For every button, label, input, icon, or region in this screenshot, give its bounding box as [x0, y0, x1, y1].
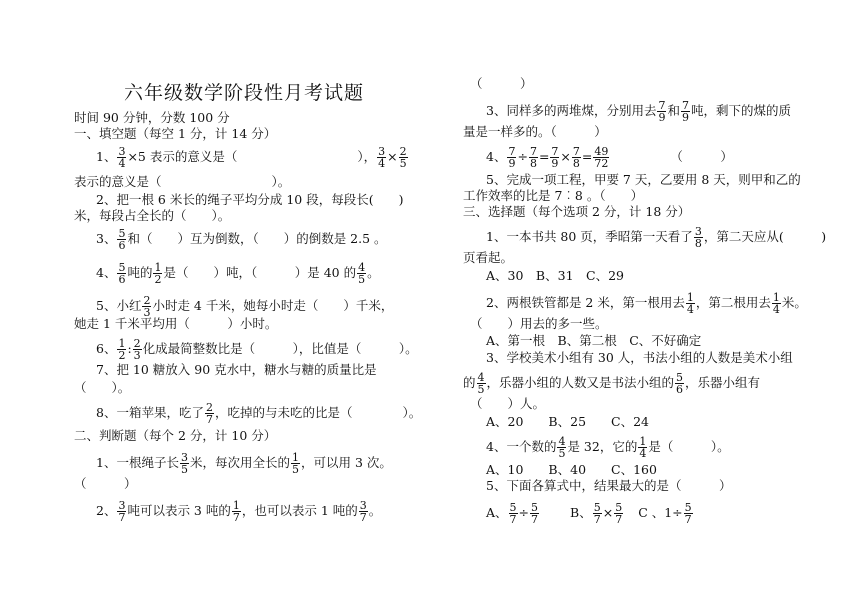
text: 和（ ）互为倒数，（ ）的倒数是 2.5 。: [127, 231, 387, 246]
fill-q3: [96, 228, 387, 251]
denominator: 4: [686, 303, 694, 316]
text: 。: [367, 265, 380, 280]
fill-q1-cont: [74, 174, 290, 190]
choice-q1: [486, 226, 826, 249]
fraction: [153, 262, 162, 285]
denominator: 7: [205, 413, 213, 426]
option-a-label: A、: [486, 505, 508, 520]
text: 1、: [96, 149, 117, 164]
numerator: 5: [509, 501, 517, 514]
denominator: 6: [676, 383, 684, 396]
numerator: 1: [154, 261, 162, 274]
text: 吨的: [127, 265, 153, 280]
text: =: [581, 149, 593, 164]
denominator: 7: [684, 513, 692, 526]
numerator: 1: [772, 291, 780, 304]
text: 2、: [96, 503, 117, 518]
choice-q2: [486, 292, 807, 315]
choice-q5-options: [486, 502, 694, 525]
text: 1、一本书共 80 页，季昭第一天看了: [486, 229, 693, 244]
fraction: [377, 146, 386, 169]
denominator: 3: [143, 306, 151, 319]
denominator: 5: [558, 447, 566, 460]
text: ÷: [518, 505, 530, 520]
numerator: 1: [118, 337, 126, 350]
text: 5、小红: [96, 298, 142, 313]
text: ，吃掉的与未吃的比是（ ）。: [214, 405, 422, 420]
text: 4、: [96, 265, 117, 280]
numerator: 5: [593, 501, 601, 514]
choice-q2-options: A、第一根 B、第二根 C、不好确定: [486, 333, 702, 348]
text: ，可以用 3 次。: [300, 455, 392, 470]
fraction: [772, 292, 781, 315]
numerator: 5: [615, 501, 623, 514]
denominator: 9: [681, 111, 689, 124]
fraction: [477, 372, 486, 395]
denominator: 2: [154, 273, 162, 286]
fraction: [205, 402, 214, 425]
option-b-label: B、: [570, 505, 592, 520]
numerator: 5: [531, 501, 539, 514]
choice-q3-options: A、20 B、25 C、24: [486, 414, 649, 429]
numerator: 7: [551, 145, 559, 158]
choice-q4: [486, 436, 730, 459]
numerator: 3: [378, 145, 386, 158]
numerator: 7: [658, 99, 666, 112]
text: ，乐器小组有: [685, 375, 761, 390]
numerator: 5: [118, 227, 126, 240]
fraction: [593, 146, 609, 169]
denominator: 5: [399, 157, 407, 170]
fraction: [117, 146, 126, 169]
denominator: 4: [118, 157, 126, 170]
numerator: 3: [694, 225, 702, 238]
numerator: 3: [118, 145, 126, 158]
page-title: 六年级数学阶段性月考试题: [124, 82, 365, 104]
fraction: [133, 338, 142, 361]
text: ÷: [517, 149, 528, 164]
fraction: [684, 502, 693, 525]
text: 小时走 4 千米，她每小时走（ ）千米，: [152, 298, 394, 313]
fraction: [232, 500, 241, 523]
text: 吨，剩下的煤的质: [690, 103, 791, 118]
fraction: [657, 100, 666, 123]
denominator: 5: [477, 383, 485, 396]
choice-q1-cont: 页看起。: [463, 250, 514, 265]
fill-q8: [96, 402, 421, 425]
numerator: 49: [594, 145, 609, 158]
text: ），: [357, 149, 377, 164]
text: ×: [387, 149, 398, 164]
fraction: [291, 452, 300, 475]
fill-q2: 2、把一根 6 米长的绳子平均分成 10 段，每段长( ): [96, 192, 404, 207]
text: ，第二根用去: [695, 295, 771, 310]
numerator: 4: [358, 261, 366, 274]
numerator: 2: [143, 294, 151, 307]
section-choice-heading: 三、选择题（每个选项 2 分，计 18 分）: [463, 204, 691, 219]
fraction: [550, 146, 559, 169]
denominator: 7: [118, 511, 126, 524]
judge-q3-cont: 量是一样多的。（ ）: [463, 124, 607, 139]
section-judge-heading: 二、判断题（每个 2 分，计 10 分）: [74, 428, 277, 443]
fraction: [399, 146, 408, 169]
denominator: 5: [291, 463, 299, 476]
text: 4、: [486, 149, 507, 164]
text: 是（ ）吨，（ ）是 40 的: [163, 265, 357, 280]
denominator: 4: [772, 303, 780, 316]
denominator: 2: [118, 349, 126, 362]
numerator: 7: [529, 145, 537, 158]
choice-q4-options: A、10 B、40 C、160: [486, 462, 657, 477]
judge-q5-cont: 工作效率的比是 7︰8 。（ ）: [463, 188, 644, 203]
text: 的: [463, 375, 476, 390]
denominator: 9: [508, 157, 516, 170]
judge-q3: [486, 100, 791, 123]
numerator: 4: [477, 371, 485, 384]
text: 8、一箱苹果，吃了: [96, 405, 204, 420]
section-fill-heading: 一、填空题（每空 1 分，计 14 分）: [74, 126, 277, 141]
denominator: 7: [359, 511, 367, 524]
numerator: 2: [399, 145, 407, 158]
text: 3、同样多的两堆煤，分别用去: [486, 103, 657, 118]
judge-q1: [96, 452, 392, 475]
text: ，也可以表示 1 吨的: [241, 503, 358, 518]
fraction: [142, 295, 151, 318]
numerator: 3: [118, 499, 126, 512]
text: （ ）: [670, 149, 733, 164]
denominator: 5: [358, 273, 366, 286]
fraction: [557, 436, 566, 459]
fill-q6: [96, 338, 418, 361]
denominator: 8: [572, 157, 580, 170]
text: 表示的意义是（: [74, 174, 162, 189]
fraction: [530, 502, 539, 525]
fraction: [694, 226, 703, 249]
text: ）。: [271, 174, 291, 189]
judge-q1-cont: （ ）: [74, 476, 137, 491]
text: ×5 表示的意义是（: [127, 149, 238, 164]
numerator: 3: [359, 499, 367, 512]
text: 米，每次用全长的: [189, 455, 290, 470]
denominator: 7: [531, 513, 539, 526]
denominator: 9: [551, 157, 559, 170]
fraction: [357, 262, 366, 285]
fraction: [117, 262, 126, 285]
judge-q2: [96, 500, 381, 523]
fill-q4: [96, 262, 380, 285]
judge-q5: 5、完成一项工程，甲要 7 天，乙要用 8 天，则甲和乙的: [486, 172, 801, 187]
option-c-label: C 、1÷: [638, 505, 683, 520]
numerator: 5: [118, 261, 126, 274]
text: 和: [667, 103, 680, 118]
fill-q7-cont: （ ）。: [74, 380, 131, 395]
numerator: 7: [508, 145, 516, 158]
denominator: 8: [529, 157, 537, 170]
denominator: 7: [615, 513, 623, 526]
numerator: 5: [684, 501, 692, 514]
fraction: [614, 502, 623, 525]
fraction: [117, 228, 126, 251]
choice-q3-cont: [463, 372, 760, 395]
fraction: [180, 452, 189, 475]
fill-q5: [96, 295, 393, 318]
text: 是（ ）。: [648, 439, 730, 454]
text: 6、: [96, 341, 117, 356]
fraction: [572, 146, 581, 169]
fraction: [593, 502, 602, 525]
choice-q1-options: A、30 B、31 C、29: [486, 268, 624, 283]
numerator: 4: [558, 435, 566, 448]
numerator: 1: [232, 499, 240, 512]
judge-q4: [486, 146, 733, 169]
numerator: 2: [205, 401, 213, 414]
text: 2、两根铁管都是 2 米，第一根用去: [486, 295, 685, 310]
denominator: 6: [118, 273, 126, 286]
fraction: [117, 500, 126, 523]
text: 米。: [781, 295, 807, 310]
numerator: 7: [681, 99, 689, 112]
denominator: 9: [658, 111, 666, 124]
text: ，第二天应从( ): [703, 229, 827, 244]
fraction: [509, 502, 518, 525]
numerator: 2: [133, 337, 141, 350]
fraction: [117, 338, 126, 361]
numerator: 1: [639, 435, 647, 448]
numerator: 7: [572, 145, 580, 158]
denominator: 7: [509, 513, 517, 526]
text: 吨可以表示 3 吨的: [127, 503, 231, 518]
fill-q7: 7、把 10 糖放入 90 克水中，糖水与糖的质量比是: [96, 362, 377, 377]
text: 是 32，它的: [567, 439, 638, 454]
text: =: [538, 149, 550, 164]
numerator: 3: [180, 451, 188, 464]
denominator: 3: [133, 349, 141, 362]
fraction: [686, 292, 695, 315]
denominator: 4: [378, 157, 386, 170]
fraction: [681, 100, 690, 123]
text: :: [127, 341, 132, 356]
denominator: 7: [232, 511, 240, 524]
text: ×: [560, 149, 571, 164]
text: ×: [602, 505, 614, 520]
text: 4、一个数的: [486, 439, 557, 454]
denominator: 4: [639, 447, 647, 460]
fraction: [529, 146, 538, 169]
denominator: 72: [594, 157, 609, 170]
judge-q2-answer: （ ）: [470, 76, 533, 91]
choice-q3-answer: （ ）人。: [470, 396, 546, 411]
denominator: 5: [180, 463, 188, 476]
choice-q5: 5、下面各算式中，结果最大的是（ ）: [486, 478, 732, 493]
numerator: 1: [291, 451, 299, 464]
text: 1、一根绳子长: [96, 455, 179, 470]
fraction: [359, 500, 368, 523]
fill-q2-cont: 米，每段占全长的（ ）。: [74, 208, 231, 223]
text: 3、: [96, 231, 117, 246]
choice-q2-cont: （ ）用去的多一些。: [470, 316, 608, 331]
denominator: 6: [118, 239, 126, 252]
numerator: 5: [676, 371, 684, 384]
fill-q5-cont: 她走 1 千米平均用（ ）小时。: [74, 316, 278, 331]
text: ，乐器小组的人数又是书法小组的: [486, 375, 675, 390]
text: 。: [368, 503, 382, 518]
fill-q1: [96, 146, 409, 169]
denominator: 7: [593, 513, 601, 526]
choice-q3: 3、学校美术小组有 30 人，书法小组的人数是美术小组: [486, 350, 793, 365]
fraction: [507, 146, 516, 169]
fraction: [638, 436, 647, 459]
numerator: 1: [686, 291, 694, 304]
denominator: 8: [694, 237, 702, 250]
fraction: [675, 372, 684, 395]
text: 化成最简整数比是（ ），比值是（ ）。: [142, 341, 418, 356]
exam-info: 时间 90 分钟，分数 100 分: [74, 110, 230, 125]
